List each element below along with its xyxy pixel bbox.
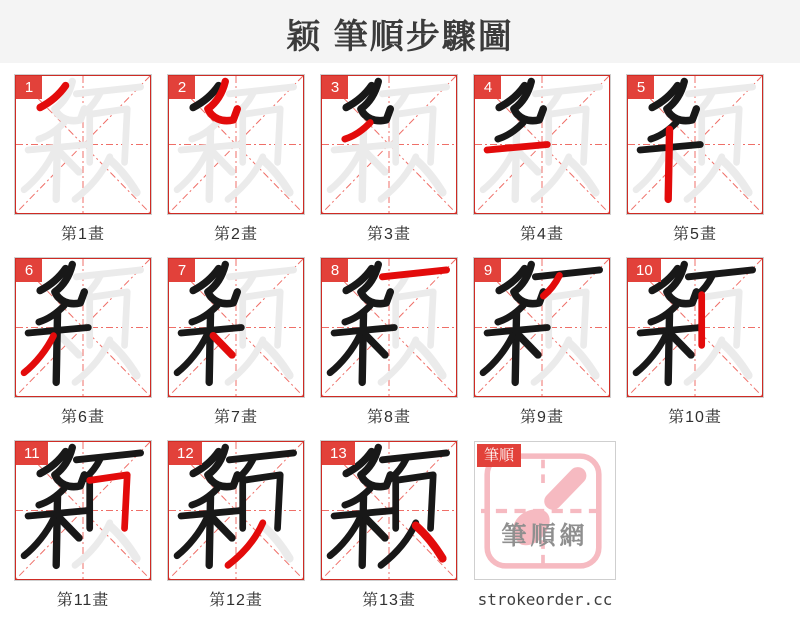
stroke-step-13 [321,441,457,610]
stroke-grid-row-2 [15,258,763,427]
step-label: 第7畫 [214,409,258,426]
step-label: 第8畫 [367,409,411,426]
stroke-cell [321,75,457,214]
stroke-cell [627,75,763,214]
stroke-cell [15,258,151,397]
step-label: 第12畫 [209,592,263,609]
step-number-badge: 6 [16,259,42,282]
stroke-step-1 [15,75,151,244]
stroke-cell [321,441,457,580]
step-number-badge: 13 [322,442,355,465]
stroke-cell [474,75,610,214]
stroke-cell [168,75,304,214]
stroke-cell [168,258,304,397]
step-label: 第11畫 [56,592,110,609]
stroke-cell [168,441,304,580]
stroke-step-5 [627,75,763,244]
logo-badge: 筆順 [477,444,521,467]
step-label: 第10畫 [668,409,722,426]
stroke-cell [15,75,151,214]
logo-stamp [481,450,605,572]
step-number-badge: 2 [169,76,195,99]
page-title: 颖 筆順步驟圖 [286,18,514,56]
stroke-step-7 [168,258,304,427]
stroke-step-8 [321,258,457,427]
stroke-step-12 [168,441,304,610]
stroke-grid-row-3 [15,441,616,610]
stroke-cell [627,258,763,397]
step-number-badge: 7 [169,259,195,282]
logo-site-name: 筆順網 [501,522,589,550]
stroke-step-3 [321,75,457,244]
step-number-badge: 12 [169,442,202,465]
step-number-badge: 9 [475,259,501,282]
step-label: 第4畫 [520,226,564,243]
step-label: 第5畫 [673,226,717,243]
step-label: 第13畫 [362,592,416,609]
step-label: 第6畫 [61,409,105,426]
stroke-step-4 [474,75,610,244]
step-number-badge: 8 [322,259,348,282]
stroke-grid-row-1 [15,75,763,244]
site-logo-cell [474,441,616,580]
step-number-badge: 4 [475,76,501,99]
stroke-step-2 [168,75,304,244]
page-header [0,0,800,63]
site-logo-block [474,441,616,610]
step-label: 第1畫 [61,226,105,243]
stroke-cell [15,441,151,580]
step-label: 第9畫 [520,409,564,426]
stroke-step-6 [15,258,151,427]
step-number-badge: 1 [16,76,42,99]
step-label: 第3畫 [367,226,411,243]
stroke-step-9 [474,258,610,427]
site-url: strokeorder.cc [477,590,613,609]
step-number-badge: 3 [322,76,348,99]
stroke-cell [321,258,457,397]
step-label: 第2畫 [214,226,258,243]
stroke-step-11 [15,441,151,610]
stroke-step-10 [627,258,763,427]
stroke-cell [474,258,610,397]
step-number-badge: 11 [16,442,48,465]
step-number-badge: 10 [628,259,661,282]
step-number-badge: 5 [628,76,654,99]
